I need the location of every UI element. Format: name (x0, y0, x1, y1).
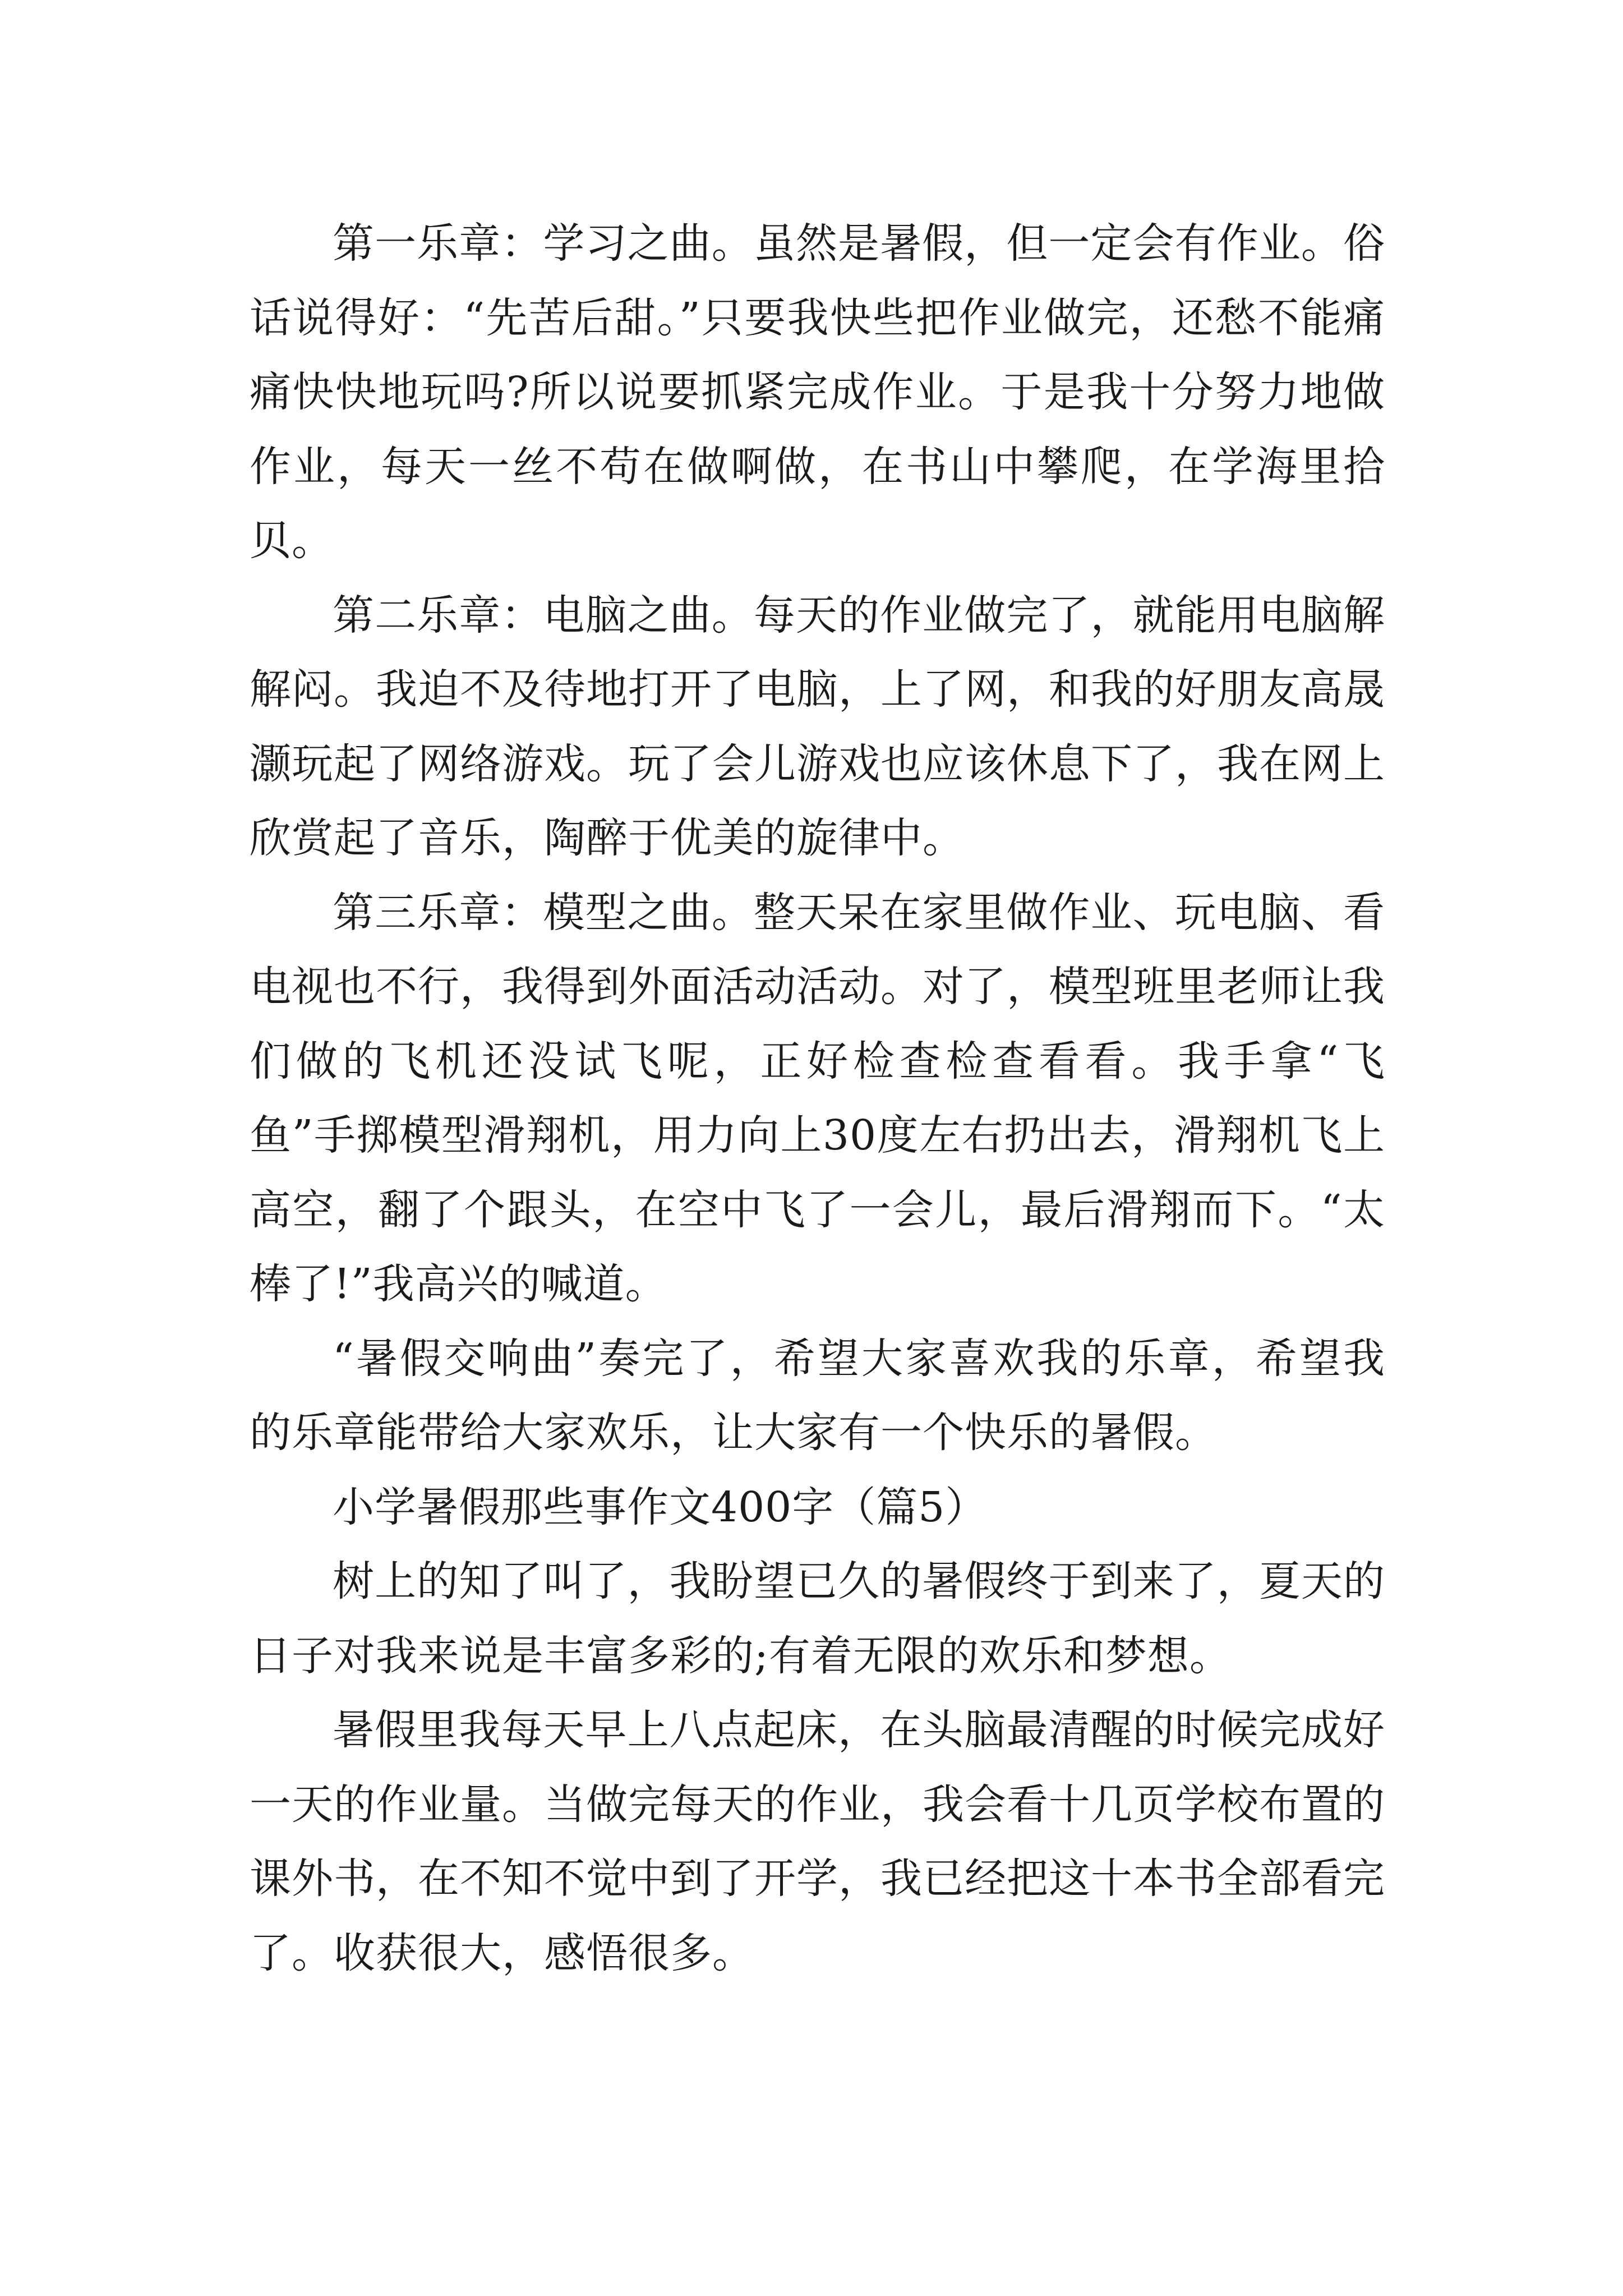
paragraph-chapter-three: 第三乐章：模型之曲。整天呆在家里做作业、玩电脑、看电视也不行，我得到外面活动活动。对了，模型班里老师让我们做的飞机还没试飞呢，正好检查检查看看。我手拿“飞鱼”手掷模型滑翔机，用力向上30度左右扔出去，滑翔机飞上高空，翻了个跟头，在空中飞了一会儿，最后滑翔而下。“太棒了!”我高兴的喊道。 (250, 888, 1385, 1308)
paragraph-chapter-two: 第二乐章：电脑之曲。每天的作业做完了，就能用电脑解解闷。我迫不及待地打开了电脑，上了网，和我的好朋友高晟灏玩起了网络游戏。玩了会儿游戏也应该休息下了，我在网上欣赏起了音乐，陶醉于优美的旋律中。 (250, 591, 1385, 862)
section-heading: 小学暑假那些事作文400字（篇5） (333, 1483, 988, 1531)
paragraph-chapter-one: 第一乐章：学习之曲。虽然是暑假，但一定会有作业。俗话说得好：“先苦后甜。”只要我快些把作业做完，还愁不能痛痛快快地玩吗?所以说要抓紧完成作业。于是我十分努力地做作业，每天一丝不苟在做啊做，在书山中攀爬，在学海里拾贝。 (250, 219, 1385, 565)
paragraph-symphony-conclusion: “暑假交响曲”奏完了，希望大家喜欢我的乐章，希望我的乐章能带给大家欢乐，让大家有一个快乐的暑假。 (250, 1334, 1385, 1457)
paragraph-summer-arrives: 树上的知了叫了，我盼望已久的暑假终于到来了，夏天的日子对我来说是丰富多彩的;有着无限的欢乐和梦想。 (250, 1557, 1385, 1680)
document-body (250, 206, 1385, 1990)
paragraph-daily-routine: 暑假里我每天早上八点起床，在头脑最清醒的时候完成好一天的作业量。当做完每天的作业，我会看十几页学校布置的课外书，在不知不觉中到了开学，我已经把这十本书全部看完了。收获很大，感悟很多。 (250, 1706, 1385, 1977)
